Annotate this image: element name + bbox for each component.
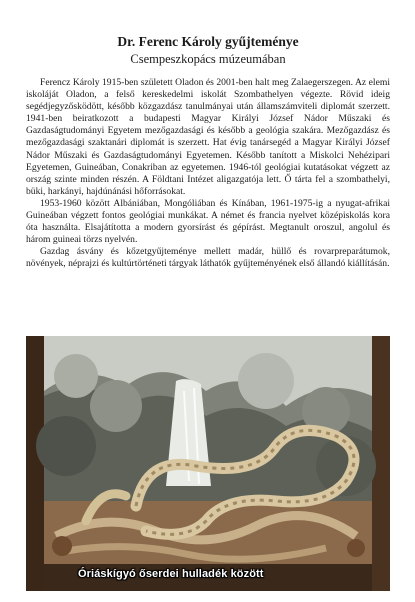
- paragraph-1: Ferencz Károly 1915-ben született Oladon és 2001-ben halt meg Zalaegerszegen. Az elemi iskoláját Oladon, a felső kereskedelmi iskolát Szombathelyen végezte. Rövid ideig segédjegyzősködött, később közgazdász tanulmányai után államszámviteli diplomát szerzett. 1941-ben beiratkozott a budapesti Magyar Királyi József Nádor Műszaki és Gazdaságtudományi Egyetem mezőgazdasági és később a geológia szakára. Mezőgazdász és mezőgazdasági szaktanári diplomát is szerzett. Hat évig tanársegéd a Magyar Királyi József Nádor Műszaki és Gazdaságtudományi Egyetemen. Később tanított a Miskolci Nehézipari Egyetemen, Guineában, Conakriban az egyetemen. 1946-tól geológiai kutatásokat végzett az ország szinte minden részén. A Földtani Intézet aligazgatója lett. Ő tárta fel a szombathelyi, büki, harkányi, hajdúnánási hőforrásokat.: [26, 77, 390, 197]
- exhibit-photo: [26, 336, 390, 591]
- python-exhibit-illustration: [26, 336, 390, 591]
- page-subtitle: Csempeszkopács múzeumában: [130, 52, 286, 66]
- page-title: Dr. Ferenc Károly gyűjteménye: [117, 34, 299, 49]
- photo-caption: Óriáskígyó őserdei hulladék között: [78, 568, 264, 580]
- article-body: [26, 77, 390, 271]
- paragraph-3: Gazdag ásvány és kőzetgyűjteménye mellett madár, hüllő és rovarpreparátumok, növények, néprajzi és kultúrtörténeti tárgyak láthatók gyűjteményének első állandó kiállításán.: [26, 246, 390, 270]
- paragraph-2: 1953-1960 között Albániában, Mongóliában és Kínában, 1961-1975-ig a nyugat-afrikai Guineában végzett fontos geológiai munkákat. A német és francia nyelvet középiskolás kora óta használta. Elsajátította a modern gyorsírást és gépírást. Megtanult oroszul, angolul és három guineai törzs nyelvén.: [26, 197, 390, 246]
